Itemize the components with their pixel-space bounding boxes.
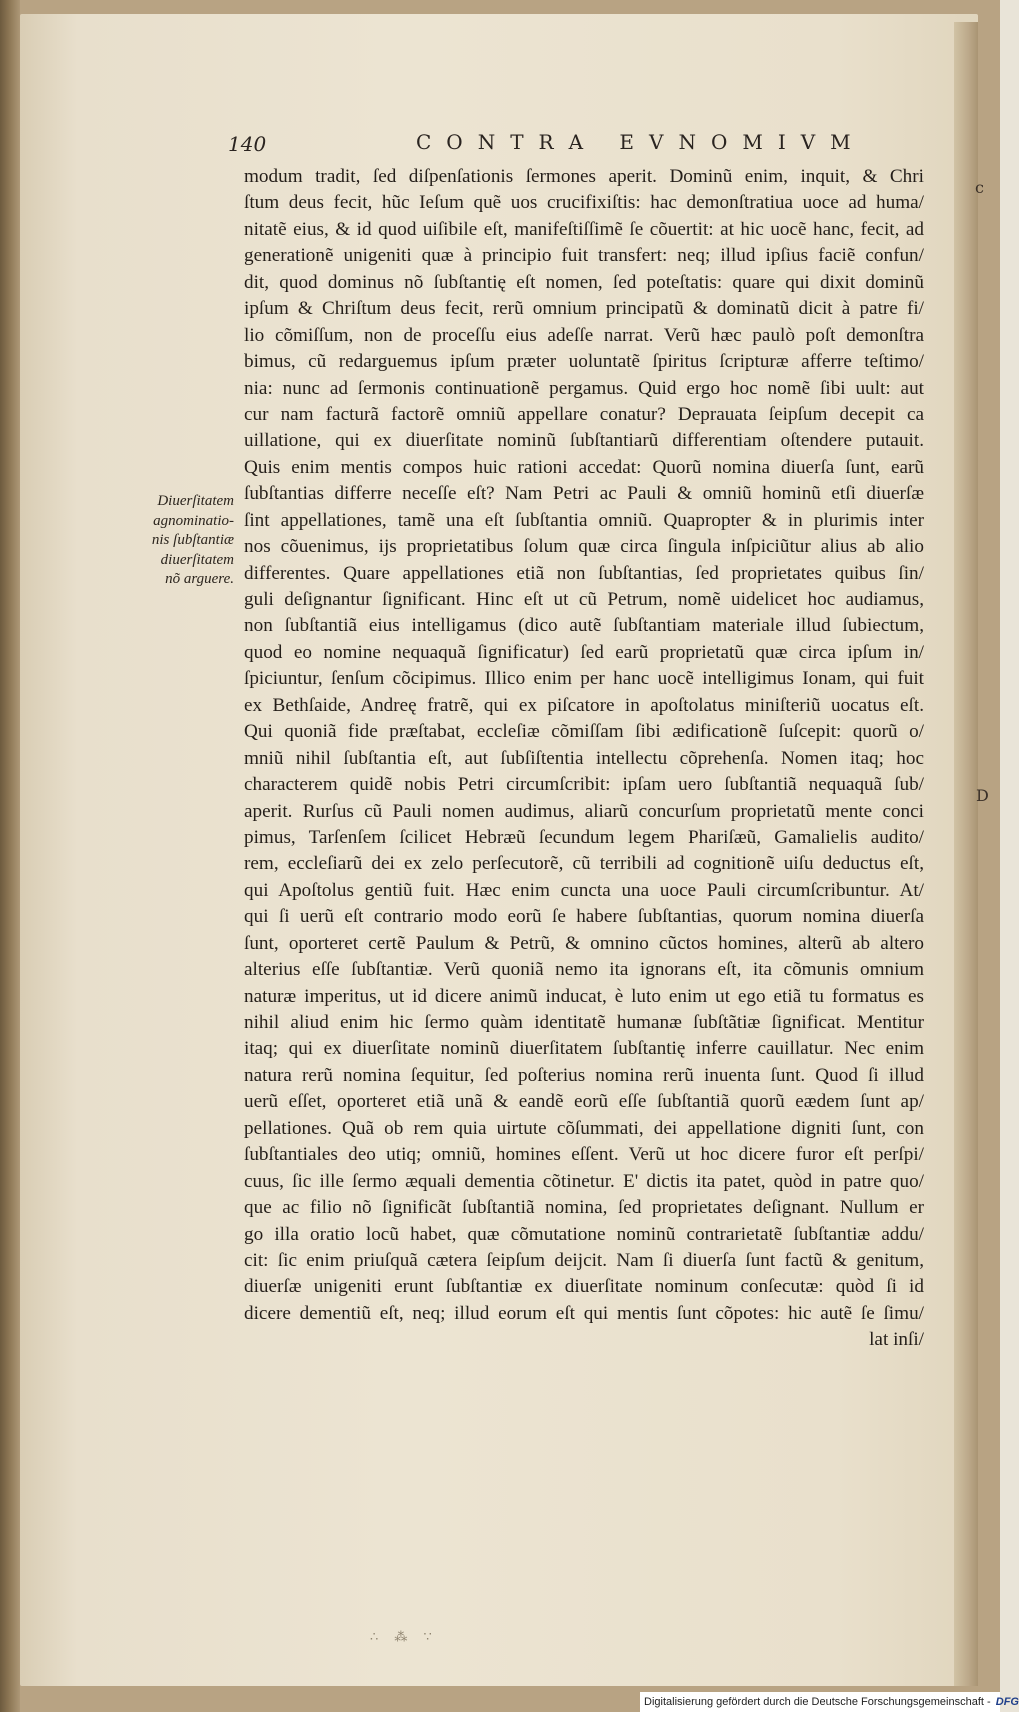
text-line: bimus, cũ redarguemus ipſum præter uoluntatẽ ſpiritus ſcripturæ afferre teſtimo/ xyxy=(244,351,924,373)
text-line: cuus, ſic ille ſermo æquali dementia cõtinetur. E' dictis ita patet, quòd in patre quo/ xyxy=(244,1170,924,1192)
text-line: dit, quod dominus nõ ſubſtantię eſt nomen, ſed poteſtatis: quare qui dixit dominũ xyxy=(244,271,924,293)
text-line: ſubſtantiales deo utiq; omniũ, homines eſſent. Verũ ut hoc dicere furor eſt perſpi/ xyxy=(244,1144,924,1166)
text-line: rem, eccleſiarũ dei ex zelo perſecutorẽ, cũ terribili ad cognitionẽ uiſu deductus eſt, xyxy=(244,853,924,875)
margin-note-line: nis ſubſtantiæ xyxy=(151,532,234,548)
text-line: characterem quidẽ nobis Petri circumſcribit: ipſam uero ſubſtantiã nequaquã ſub/ xyxy=(244,774,924,796)
text-line: ſpiciuntur, ſenſum cõcipimus. Illico enim per hanc uocẽ intelligimus Ionam, qui fuit xyxy=(244,668,924,690)
margin-note xyxy=(138,492,234,590)
margin-note-line: diuerſitatem xyxy=(160,551,234,568)
text-line: cur nam facturã factorẽ omniũ appellare conatur? Deprauata ſeipſum decepit ca xyxy=(244,403,924,425)
footer-text: Digitalisierung gefördert durch die Deutsche Forschungsgemeinschaft - xyxy=(644,1696,991,1708)
edge-character: c xyxy=(975,178,984,197)
text-line: generationẽ unigeniti quæ à principio fuit transfert: neq; illud ipſius faciẽ confun/ xyxy=(244,245,924,267)
text-line: Qui quoniã fide præſtabat, eccleſiæ cõmiſſam ſibi ædificationẽ ſuſcepit: quorũ o/ xyxy=(244,721,924,743)
text-line: aperit. Rurſus cũ Pauli nomen audimus, aliarũ concurſum proprietatũ mente conci xyxy=(244,800,924,822)
text-line: guli deſignantur ſignificant. Hinc eſt ut cũ Petrum, nomẽ uidelicet hoc audiamus, xyxy=(244,589,924,610)
page-number: 140 xyxy=(228,132,267,156)
text-line: nihil aliud enim hic ſermo quàm identitatẽ humanæ ſubſtãtiæ ſignificat. Mentitur xyxy=(244,1012,924,1033)
digitization-footer xyxy=(640,1692,1019,1712)
text-line: diuerſæ unigeniti erunt ſubſtantiæ ex diuerſitate nominum conſecutæ: quòd ſi id xyxy=(244,1276,924,1298)
margin-note-line: nõ arguere. xyxy=(165,571,234,587)
dfg-logo: DFG xyxy=(995,1696,1019,1708)
text-line: uillatione, qui ex diuerſitate nominũ ſubſtantiarũ differentiam oſtendere putauit. xyxy=(244,430,924,452)
edge-character: D xyxy=(976,786,989,805)
main-text-block xyxy=(244,164,924,1354)
text-line: dicere dementiũ eſt, neq; illud eorum eſt qui mentis ſunt cõpotes: hic autẽ ſe ſimu/ xyxy=(244,1302,924,1324)
running-title: CONTRA EVNOMIVM xyxy=(416,130,866,154)
book-spine xyxy=(0,0,20,1712)
text-line: ipſum & Chriſtum deus fecit, rerũ omnium principatũ & dominatũ dicit à patre fi/ xyxy=(244,298,924,320)
text-line: alterius eſſe ſubſtantiæ. Verũ quoniã nemo ita ignorans eſt, ita cõmunis omnium xyxy=(244,959,924,981)
text-line: non ſubſtantiã eius intelligamus (dico autẽ ſubſtantiam materiale illud ſubiectum, xyxy=(244,615,924,637)
text-line: nitatẽ eius, & id quod uiſibile eſt, manifeſtiſſimẽ ſe cõuertit: at hic uocẽ hanc, fecit, ad xyxy=(244,218,924,240)
text-line: que ac filio nõ ſignificãt ſubſtantiã nomina, ſed proprietates deſignant. Nullum er xyxy=(244,1197,924,1219)
text-line: Quis enim mentis compos huic rationi accedat: Quorũ nomina diuerſa ſunt, earũ xyxy=(244,456,924,478)
text-line: nia: nunc ad ſermonis continuationẽ pergamus. Quid ergo hoc nomẽ ſibi uult: aut xyxy=(244,377,924,399)
text-line: ſunt, oporteret certẽ Paulum & Petrũ, & omnino cũctos homines, alterũ ab altero xyxy=(244,932,924,954)
text-line: pellationes. Quã ob rem quia uirtute cõſummati, dei appellatione digniti ſunt, con xyxy=(244,1117,924,1139)
text-line: itaq; qui ex diuerſitate nominũ diuerſitatem ſubſtantię inferre cauillatur. Nec enim xyxy=(244,1038,924,1060)
bottom-marks: ∴ ⁂ ∵ xyxy=(370,1630,438,1645)
text-line: pimus, Tarſenſem ſcilicet Hebræũ ſecundum legem Phariſæũ, Gamalielis audito/ xyxy=(244,826,924,848)
text-line: mniũ nihil ſubſtantia eſt, aut ſubſiſtentia intellectu cõprehenſa. Nomen itaq; hoc xyxy=(244,747,924,769)
margin-note-line: agnominatio- xyxy=(153,512,234,529)
text-line: qui ſi uerũ eſt contrario modo eorũ ſe habere ſubſtantias, quorum nomina diuerſa xyxy=(244,906,924,928)
margin-note-line: Diuerſitatem xyxy=(157,493,234,509)
text-line: modum tradit, ſed diſpenſationis ſermones aperit. Dominũ enim, inquit, & Chri xyxy=(244,166,924,187)
text-line: go illa oratio locũ habet, quæ cõmutatione nominũ contrarietatẽ ſubſtantiæ addu/ xyxy=(244,1223,924,1245)
text-line: uerũ eſſet, oporteret etiã unã & eandẽ eorũ eſſe ſubſtantiã quorũ eædem ſunt ap/ xyxy=(244,1091,924,1113)
text-line: lat inſi/ xyxy=(869,1329,924,1351)
page-header xyxy=(228,132,888,158)
page-edge xyxy=(954,22,978,1686)
text-line: ex Bethſaide, Andreę fratrẽ, qui ex piſcatore in apoſtolatus miniſteriũ uocatus eſt. xyxy=(244,694,924,716)
text-line: differentes. Quare appellationes etiã non ſubſtantias, ſed proprietates quibus ſin/ xyxy=(244,562,924,584)
text-line: ſint appellationes, tamẽ una eſt ſubſtantia omniũ. Quapropter & in plurimis inter xyxy=(244,509,924,531)
text-line: lio cõmiſſum, non de proceſſu eius adeſſe narrat. Verũ hæc paulò poſt demonſtra xyxy=(244,324,924,346)
text-line: cit: ſic enim priuſquã cætera ſeipſum deijcit. Nam ſi diuerſa ſunt factũ & genitum, xyxy=(244,1249,924,1271)
text-line: ſubſtantias differre neceſſe eſt? Nam Petri ac Pauli & omniũ hominũ etſi diuerſæ xyxy=(244,483,924,505)
text-line: qui Apoſtolus gentiũ fuit. Hæc enim cuncta una uoce Pauli circumſcribuntur. At/ xyxy=(244,879,924,901)
text-line: quod eo nomine nequaquã ſignificatur) ſed earũ proprietatũ quæ circa ipſum in/ xyxy=(244,641,924,663)
text-line: naturæ imperitus, ut id dicere animũ inducat, è luto enim ut ego etiã tu formatus es xyxy=(244,985,924,1007)
text-line: natura rerũ nomina ſequitur, ſed poſterius nomina rerũ inuenta ſunt. Quod ſi illud xyxy=(244,1064,924,1086)
text-line: nos cõuenimus, ijs proprietatibus ſolum quæ circa ſingula inſpiciũtur alius ab alio xyxy=(244,536,924,558)
text-line: ſtum deus fecit, hũc Ieſum quẽ uos crucifixiſtis: hac demonſtratiua uoce ad huma/ xyxy=(244,192,924,214)
